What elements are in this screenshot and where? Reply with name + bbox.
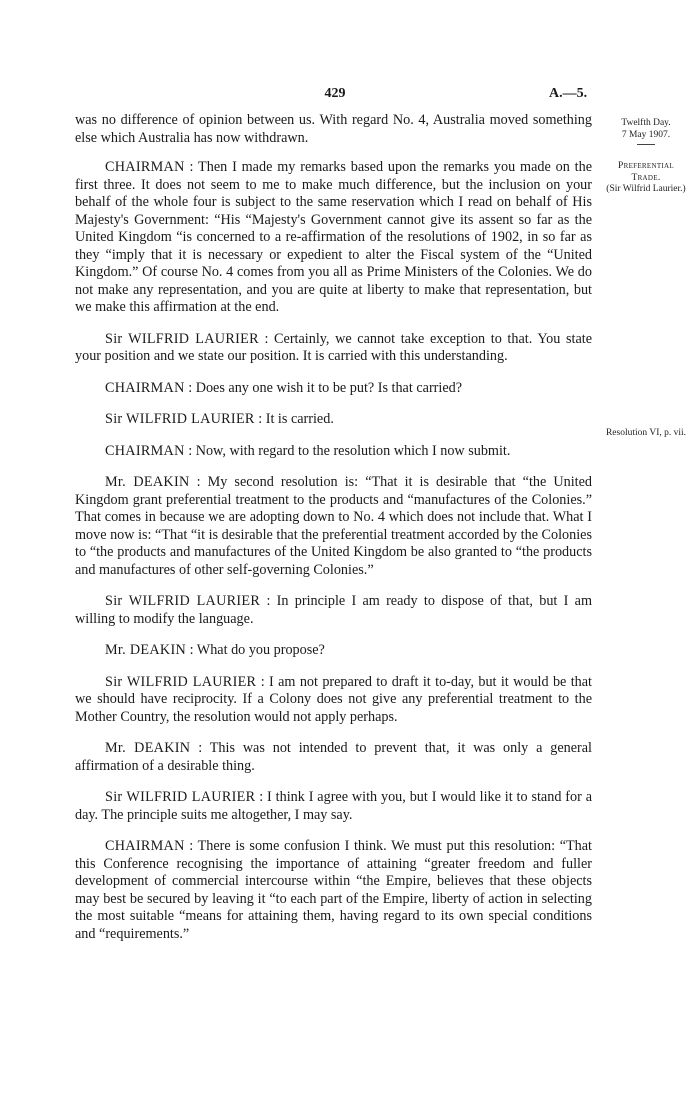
margin-note-topic bbox=[604, 161, 688, 196]
paragraph-continuation: was no difference of opinion between us. With regard No. 4, Australia moved something else which Australia has now withdrawn. bbox=[75, 112, 592, 146]
paragraph-text: : In principle I am ready to dispose of that, but I am willing to modify the language. bbox=[75, 593, 592, 627]
paragraph-text: : My second resolution is: “That it is desirable that “the United Kingdom grant preferential treatment to the products and “manufactures of the Colonies.” That comes in because we are adopting down to No. 4 which does not include that. What I move now is: “That “it is desirable that the preferential treatment accorded by the Colonies to “the products and manufactures of the United Kingdom be also granted to “the products and manufactures of other self-governing Colonies.” bbox=[75, 474, 592, 578]
paragraph-text: : I am not prepared to draft it to-day, but it would be that we should have reciprocity. If a Colony does not give any preferential treatment to the Mother Country, the resolution would not apply perhaps. bbox=[75, 673, 592, 725]
margin-note-date bbox=[604, 118, 688, 149]
paragraph bbox=[75, 159, 592, 317]
paragraph-text: : Does any one wish it to be put? Is that carried? bbox=[188, 379, 463, 396]
speaker-name: Sir WILFRID LAURIER bbox=[105, 593, 261, 609]
margin-speaker: (Sir Wilfrid Laurier.) bbox=[606, 184, 686, 194]
document-body bbox=[75, 112, 592, 957]
speaker-name: CHAIRMAN bbox=[105, 379, 185, 396]
page-number: 429 bbox=[324, 86, 346, 101]
paragraph bbox=[75, 474, 592, 579]
paragraph bbox=[75, 740, 592, 775]
paragraph bbox=[75, 593, 592, 628]
paragraph-text: : This was not intended to prevent that, it was only a general affirmation of a desirable thing. bbox=[75, 740, 593, 774]
margin-day: Twelfth Day. bbox=[621, 118, 671, 128]
speaker-name: CHAIRMAN bbox=[105, 442, 185, 459]
paragraph-text: : What do you propose? bbox=[189, 642, 325, 658]
margin-topic-line1: Preferential bbox=[618, 161, 674, 171]
paragraph bbox=[75, 411, 592, 429]
speaker-name: CHAIRMAN bbox=[105, 159, 185, 175]
speaker-name: Mr. DEAKIN bbox=[105, 642, 187, 658]
speaker-name: Mr. DEAKIN bbox=[105, 740, 191, 756]
paragraph bbox=[75, 443, 592, 461]
paragraph bbox=[75, 331, 592, 366]
speaker-name: Mr. DEAKIN bbox=[105, 474, 190, 490]
paragraph-text: : Then I made my remarks based upon the remarks you made on the first three. It does not seem to me to make much difference, but the inclusion on your behalf of the whole four is subject to the same reservation which I read on behalf of His Majesty's Government: “His “Majesty's Government cannot give its assent so far as the United Kingdom “is concerned to a re-affirmation of the resolutions of 1902, in so far as they “imply that it is necessary or expedient to alter the Fiscal system of the “United Kingdom.” Of course No. 4 comes from you all as Prime Ministers of the Colonies. We do not make any representation, and you are quite at liberty to make that representation, but we make this affirmation at the end. bbox=[75, 159, 592, 315]
paragraph-text: : I think I agree with you, but I would like it to stand for a day. The principle suits me altogether, I may say. bbox=[75, 789, 593, 823]
document-reference: A.—5. bbox=[549, 86, 588, 101]
paragraph bbox=[75, 789, 592, 824]
paragraph-text: : Now, with regard to the resolution which I now submit. bbox=[188, 442, 511, 459]
speaker-name: CHAIRMAN bbox=[105, 838, 185, 854]
speaker-name: Sir WILFRID LAURIER bbox=[105, 789, 256, 805]
margin-note-resolution: Resolution VI, p. vii. bbox=[605, 428, 687, 438]
margin-date: 7 May 1907. bbox=[621, 129, 671, 140]
speaker-name: Sir WILFRID LAURIER bbox=[105, 673, 257, 690]
speaker-name: Sir WILFRID LAURIER bbox=[105, 411, 255, 427]
margin-rule bbox=[637, 144, 655, 145]
paragraph-text: : It is carried. bbox=[258, 411, 334, 427]
paragraph-text: : Certainly, we cannot take exception to that. You state your position and we state our position. It is carried with this understanding. bbox=[75, 330, 592, 364]
speaker-name: Sir WILFRID LAURIER bbox=[105, 330, 259, 347]
paragraph-text: : There is some confusion I think. We must put this resolution: “That this Conference recognising the importance of attaining “greater freedom and fuller development of commercial intercourse within “the Empire, believes that these objects may best be secured by leaving it “to each part of the Empire, liberty of action in selecting the most suitable “means for attaining them, having regard to its own special conditions and “requirements.” bbox=[75, 838, 592, 942]
paragraph bbox=[75, 642, 592, 660]
margin-topic-line2: Trade. bbox=[631, 172, 661, 183]
paragraph bbox=[75, 380, 592, 398]
paragraph bbox=[75, 838, 592, 943]
paragraph bbox=[75, 674, 592, 727]
